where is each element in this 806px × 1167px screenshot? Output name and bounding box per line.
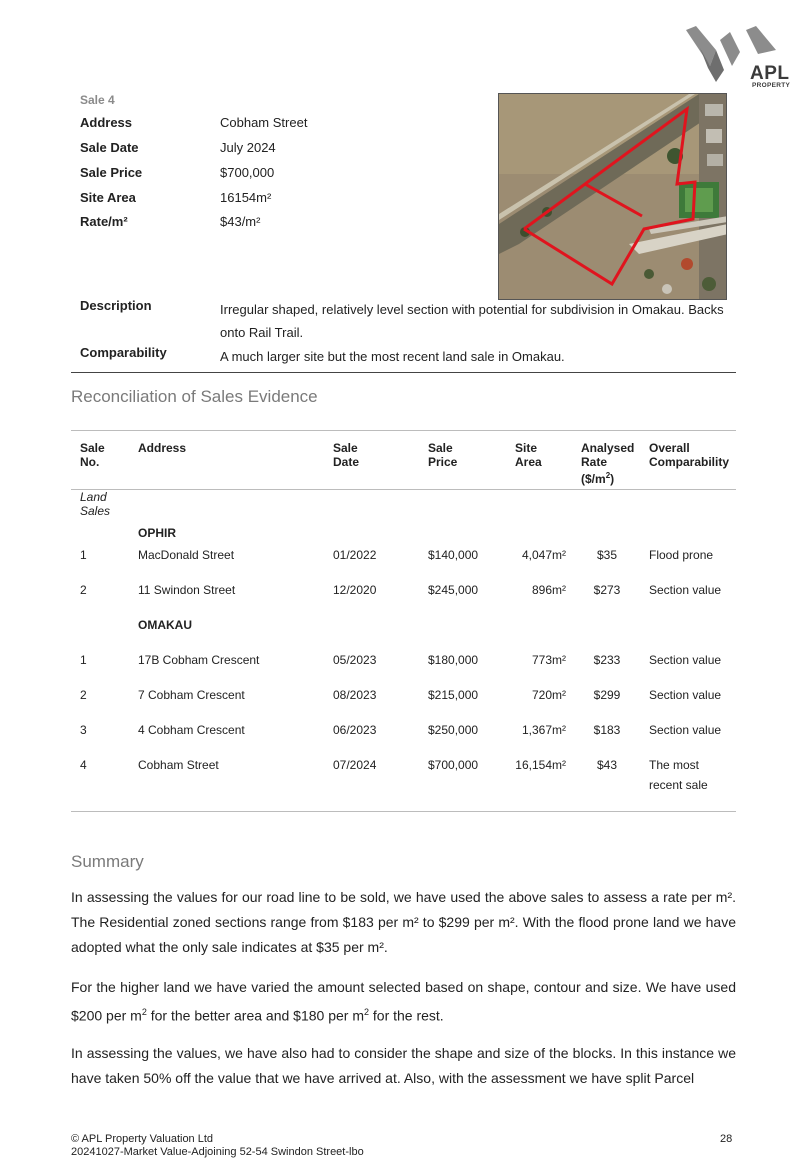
summary-paragraph-3: In assessing the values, we have also had to consider the shape and size of the blocks. In this instance we have taken 50% off the value that we have arrived at. Also, with the assessment we have split Parcel xyxy=(71,1045,736,1086)
cell-no: 4 xyxy=(80,758,87,772)
header-sup: 2 xyxy=(605,471,611,480)
cell-no: 1 xyxy=(80,653,87,667)
logo-text: APL xyxy=(750,63,790,84)
field-label: Site Area xyxy=(80,190,136,205)
table-top-rule xyxy=(71,430,736,431)
field-label: Address xyxy=(80,115,133,130)
cell-price: $250,000 xyxy=(428,723,479,737)
cell-date: 08/2023 xyxy=(333,688,377,702)
aerial-photo-drawing xyxy=(499,94,727,300)
cell-area: 4,047m² xyxy=(521,548,566,562)
cell-price: $245,000 xyxy=(428,583,479,597)
field-value: $43/m² xyxy=(220,214,261,229)
logo-subtext: PROPERTY xyxy=(752,82,791,89)
cell-comparability: Section value xyxy=(649,688,722,702)
header-sale-no xyxy=(80,441,105,469)
para-text: for the rest. xyxy=(369,1007,444,1024)
field-value: $700,000 xyxy=(220,165,275,180)
cell-address: Cobham Street xyxy=(138,758,219,772)
header-sale-date xyxy=(333,441,359,469)
cell-rate: $233 xyxy=(593,653,621,667)
cell-comparability-line2: recent sale xyxy=(649,778,708,792)
superscript: 2 xyxy=(363,1007,369,1017)
header-text: Area xyxy=(515,455,542,469)
field-label: Sale Date xyxy=(80,140,139,155)
header-text: Price xyxy=(428,455,458,469)
cell-rate: $35 xyxy=(596,548,618,562)
footer-copyright: © APL Property Valuation Ltd xyxy=(71,1133,214,1145)
land-sales-text: Sales xyxy=(80,504,111,518)
cell-no: 2 xyxy=(80,688,87,702)
header-sale-price xyxy=(428,441,457,469)
cell-no: 3 xyxy=(80,723,87,737)
cell-no: 1 xyxy=(80,548,87,562)
field-label: Sale Price xyxy=(80,165,143,180)
cell-price: $180,000 xyxy=(428,653,479,667)
cell-area: 1,367m² xyxy=(521,723,566,737)
cell-comparability: Section value xyxy=(649,653,722,667)
header-address xyxy=(138,441,186,455)
field-value: 16154m² xyxy=(220,190,272,205)
header-text: Comparability xyxy=(649,455,730,469)
header-text: Analysed xyxy=(581,441,635,455)
comparability-text: A much larger site but the most recent land sale in Omakau. xyxy=(220,349,565,364)
header-site-area xyxy=(515,441,542,469)
superscript: 2 xyxy=(141,1007,147,1017)
header-text: Sale xyxy=(80,441,105,455)
header-overall-comparability xyxy=(649,441,729,469)
header-part: ($/m xyxy=(581,472,606,486)
cell-comparability: Section value xyxy=(649,583,722,597)
header-part: ) xyxy=(610,472,615,486)
cell-comparability: Flood prone xyxy=(649,548,714,562)
header-text: Address xyxy=(138,441,187,455)
page-number: 28 xyxy=(720,1133,733,1145)
cell-date: 01/2022 xyxy=(333,548,377,562)
header-text: No. xyxy=(80,455,100,469)
cell-no: 2 xyxy=(80,583,87,597)
land-sales-label xyxy=(80,490,110,518)
cell-rate: $299 xyxy=(593,688,621,702)
cell-area: 773m² xyxy=(531,653,566,667)
land-sales-text: Land xyxy=(80,490,107,504)
cell-date: 05/2023 xyxy=(333,653,377,667)
sale-heading: Sale 4 xyxy=(80,93,115,107)
para-text: For the higher land we have varied the amount selected based on shape, contour and size. We have used $200 per m xyxy=(71,979,736,1024)
field-label: Rate/m² xyxy=(80,214,128,229)
header-text: Rate xyxy=(581,455,608,469)
aerial-photo xyxy=(498,93,727,300)
field-value: July 2024 xyxy=(220,140,276,155)
footer-document-id: 20241027-Market Value-Adjoining 52-54 Swindon Street-lbo xyxy=(71,1146,364,1158)
table-bottom-rule xyxy=(71,811,736,812)
cell-comparability: The most xyxy=(649,758,700,772)
cell-date: 06/2023 xyxy=(333,723,377,737)
cell-address: 4 Cobham Crescent xyxy=(138,723,245,737)
header-text: Sale xyxy=(428,441,453,455)
comparability-label: Comparability xyxy=(80,345,167,360)
divider xyxy=(71,372,736,373)
cell-rate: $273 xyxy=(593,583,621,597)
cell-date: 12/2020 xyxy=(333,583,377,597)
cell-price: $140,000 xyxy=(428,548,479,562)
group-ophir: OPHIR xyxy=(138,526,177,540)
summary-paragraph-1: In assessing the values for our road line to be sold, we have used the above sales to assess a rate per m². The Residential zoned sections range from $183 per m² to $299 per m². With the flood prone land we have adopted what the only sale indicates at $35 per m². xyxy=(71,889,736,955)
cell-date: 07/2024 xyxy=(333,758,377,772)
summary-paragraph-2 xyxy=(71,975,736,1029)
para-text: for the better area and $180 per m xyxy=(146,1007,364,1024)
cell-address: 17B Cobham Crescent xyxy=(138,653,260,667)
header-text: Sale xyxy=(333,441,358,455)
cell-rate: $43 xyxy=(596,758,618,772)
description-text: Irregular shaped, relatively level section with potential for subdivision in Omakau. Backs onto Rail Trail. xyxy=(220,302,724,340)
reconciliation-title: Reconciliation of Sales Evidence xyxy=(71,387,318,406)
cell-area: 720m² xyxy=(531,688,566,702)
header-text: Overall xyxy=(649,441,690,455)
cell-price: $700,000 xyxy=(428,758,479,772)
group-omakau: OMAKAU xyxy=(138,618,192,632)
cell-rate: $183 xyxy=(593,723,621,737)
summary-title: Summary xyxy=(71,852,144,871)
cell-address: 7 Cobham Crescent xyxy=(138,688,245,702)
header-bottom-rule xyxy=(71,489,736,490)
header-text xyxy=(581,469,634,486)
header-analysed-rate xyxy=(581,441,634,486)
cell-address: 11 Swindon Street xyxy=(138,583,236,597)
cell-address: MacDonald Street xyxy=(138,548,235,562)
footer xyxy=(71,1133,364,1159)
cell-area: 16,154m² xyxy=(515,758,566,772)
cell-area: 896m² xyxy=(531,583,566,597)
cell-price: $215,000 xyxy=(428,688,479,702)
header-text: Site xyxy=(515,441,538,455)
cell-comparability: Section value xyxy=(649,723,722,737)
header-text: Date xyxy=(333,455,360,469)
field-value: Cobham Street xyxy=(220,115,308,130)
description-label: Description xyxy=(80,298,152,313)
